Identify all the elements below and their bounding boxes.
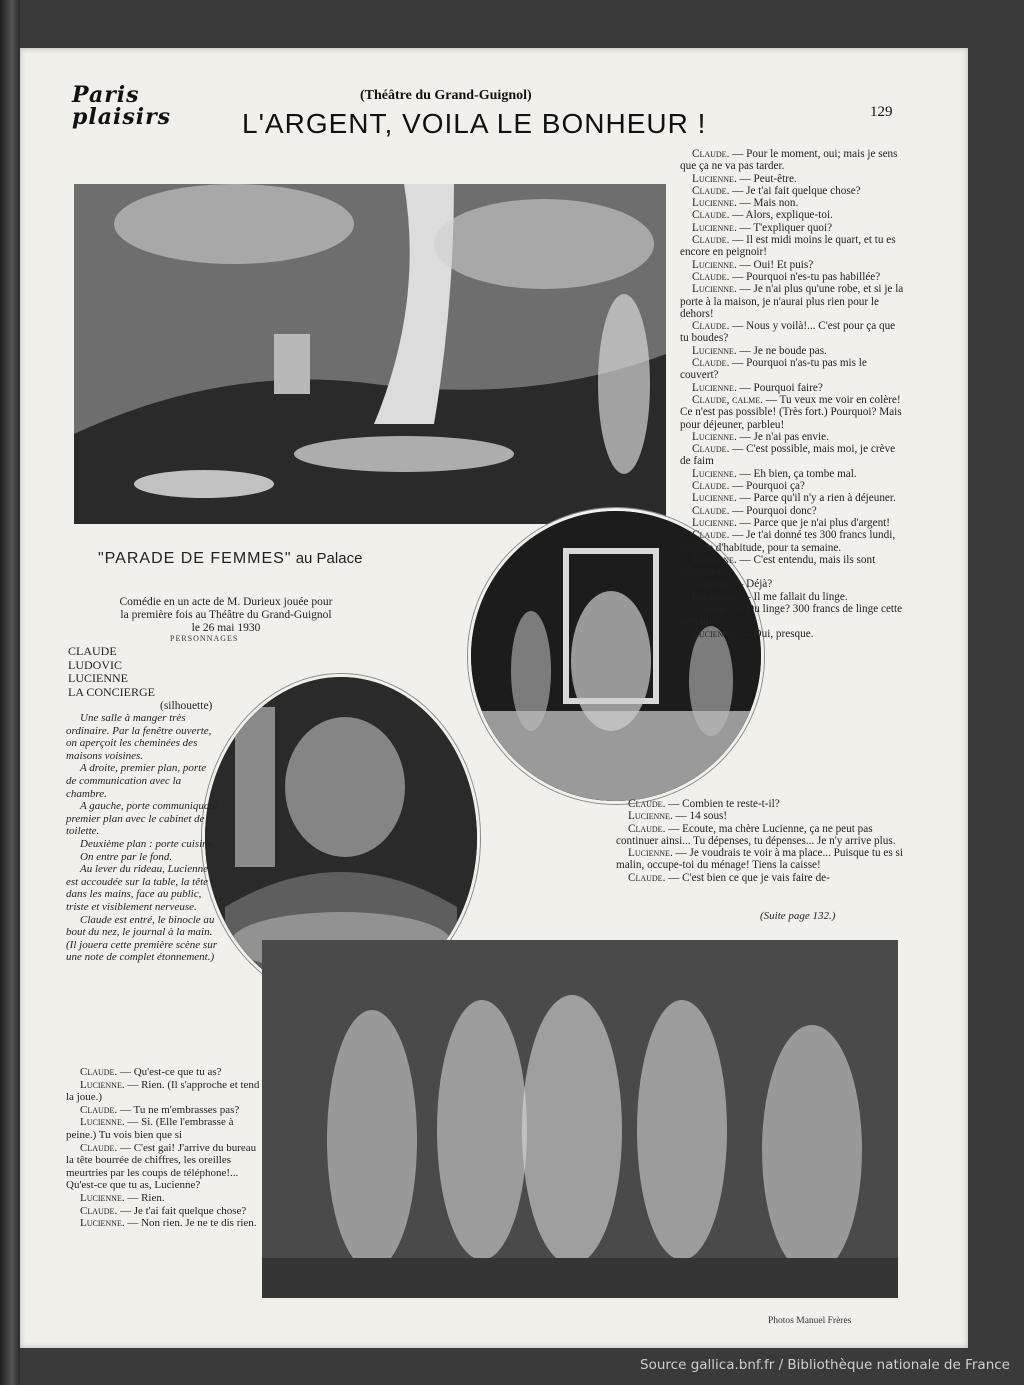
dialogue-line [616, 847, 906, 872]
speaker-name: Lucienne. [692, 430, 737, 443]
stage-direction: Claude est entré, le binocle au bout du nez, le journal à la main. (Il jouera cette première scène sur une note de complet étonnement.) [66, 913, 217, 964]
dialogue-line [66, 1066, 262, 1079]
speaker-name: Lucienne. [628, 847, 673, 860]
speaker-name: Lucienne. [692, 221, 737, 234]
dialogue-text: — Je n'ai plus qu'une robe, et si je la porte à la maison, je n'aurai plus rien pour le dehors! [680, 283, 904, 320]
dialogue-line [680, 529, 906, 554]
dialogue-text: — Parce que je n'ai plus d'argent! [739, 516, 891, 529]
photo-credit: Photos Manuel Frères [768, 1316, 852, 1326]
dialogue-line [66, 1104, 262, 1117]
stage-direction: Une salle à manger très ordinaire. Par la fenêtre ouverte, on aperçoit les cheminées des maisons voisines. [66, 712, 212, 762]
dialogue-text: — Je t'ai fait quelque chose? [119, 1204, 247, 1217]
speaker-name: Claude. [692, 234, 730, 247]
dialogue-text: — 14 sous! [675, 810, 728, 823]
dialogue-line [680, 357, 906, 382]
dialogue-line [680, 554, 906, 579]
speaker-name: Claude. [692, 209, 730, 222]
dialogue-text: — Il me fallait du linge. [739, 590, 848, 603]
speaker-name: Lucienne. [692, 516, 737, 529]
dialogue-line [680, 197, 906, 209]
dialogue-line [680, 271, 906, 283]
dialogue-line [680, 382, 906, 394]
speaker-name: Claude. [692, 443, 730, 456]
lower-dialogue-column [616, 798, 906, 884]
stage-photo-dancers [262, 940, 898, 1298]
dialogue-line [680, 443, 906, 468]
stage-direction: On entre par le fond. [80, 850, 173, 863]
stage-directions [66, 712, 218, 964]
dialogue-text: — Eh bien, ça tombe mal. [739, 467, 857, 480]
dialogue-line [680, 320, 906, 345]
dialogue-line [66, 1079, 262, 1104]
speaker-name: Lucienne. [80, 1078, 125, 1091]
dialogue-line [680, 185, 906, 197]
speaker-name: Claude. [628, 822, 666, 835]
dialogue-line [680, 505, 906, 517]
dialogue-text: — Ecoute, ma chère Lucienne, ça ne peut pas continuer ainsi... Tu dépenses, tu dépenses... Je n'y arrive plus. [616, 822, 896, 847]
dialogue-line [680, 492, 906, 504]
speaker-name: Claude. [692, 184, 730, 197]
left-dialogue-column [66, 1066, 262, 1230]
speaker-name: Claude. [692, 480, 730, 493]
right-dialogue-column [680, 148, 906, 640]
dialogue-text: — C'est bien ce que je vais faire de- [668, 871, 830, 884]
speaker-name: Claude. [692, 529, 730, 542]
personnages-label: PERSONNAGES [170, 634, 239, 643]
dialogue-line [680, 345, 906, 357]
speaker-name: Claude. [80, 1103, 118, 1116]
dialogue-line [680, 578, 906, 590]
speaker-name: Lucienne. [692, 344, 737, 357]
dialogue-text: — Je ne boude pas. [739, 344, 827, 357]
dialogue-line [616, 810, 906, 822]
cast-list [68, 645, 155, 699]
dialogue-line [680, 394, 906, 431]
dialogue-text: — Pourquoi n'es-tu pas habillée? [732, 270, 881, 283]
speaker-name: Claude. [692, 504, 730, 517]
speaker-name: Lucienne. [692, 467, 737, 480]
dialogue-text: — Je n'ai pas envie. [739, 430, 829, 443]
dialogue-line [66, 1192, 262, 1205]
speaker-name: Lucienne. [692, 258, 737, 271]
stage-photo-garden [74, 184, 666, 524]
dialogue-text: — Je t'ai donné tes 300 francs lundi, comme d'habitude, pour ta semaine. [680, 529, 896, 554]
dialogue-text: — Du linge? 300 francs de linge cette semaine? [680, 602, 903, 628]
cast-member: CLAUDE [68, 644, 117, 658]
speaker-name: Lucienne. [692, 553, 737, 566]
silhouette-note: (silhouette) [160, 700, 213, 712]
dialogue-line [66, 1205, 262, 1218]
dialogue-line [680, 603, 906, 628]
speaker-name: Claude. [628, 871, 666, 884]
stage-direction: A droite, premier plan, porte de communication avec la chambre. [66, 762, 207, 800]
speaker-name: Lucienne. [80, 1116, 125, 1129]
dialogue-text: — Pourquoi faire? [739, 381, 823, 394]
speaker-name: Claude. [692, 270, 730, 283]
dialogue-text: — Parce qu'il n'y a rien à déjeuner. [739, 492, 896, 505]
stage-direction: Deuxième plan : porte cuisine. [80, 837, 216, 850]
speaker-name: Claude. [692, 578, 730, 591]
dialogue-line [616, 823, 906, 848]
dialogue-text: — Il est midi moins le quart, et tu es encore en peignoir! [680, 234, 896, 259]
source-attribution: Source gallica.bnf.fr / Bibliothèque nationale de France [640, 1357, 1010, 1373]
dialogue-text: — C'est gai! J'arrive du bureau la tête bourrée de chiffres, les oreilles meurtries par les coups de téléphone!... Qu'est-ce que tu as, Lucienne? [66, 1141, 257, 1192]
dialogue-line [680, 148, 906, 173]
speaker-name: Claude. [692, 357, 730, 370]
continued-note: (Suite page 132.) [760, 910, 836, 922]
dialogue-line [680, 173, 906, 185]
dialogue-text: — T'expliquer quoi? [739, 221, 833, 234]
cast-member: LA CONCIERGE [68, 684, 155, 699]
dialogue-line [616, 798, 906, 810]
dialogue-line [680, 259, 906, 271]
dialogue-line [680, 222, 906, 234]
speaker-name: Lucienne. [692, 492, 737, 505]
dialogue-text: — Mais non. [739, 197, 799, 210]
dialogue-text: — Oui! Et puis? [739, 258, 814, 271]
speaker-name: Claude. [80, 1204, 118, 1217]
dialogue-text: — C'est possible, mais moi, je crève de faim [680, 443, 896, 468]
dialogue-text: — Combien te reste-t-il? [668, 798, 780, 810]
dialogue-line [680, 480, 906, 492]
dialogue-text: — C'est entendu, mais ils sont dépensés. [680, 553, 876, 579]
speaker-name: Claude. [692, 148, 730, 160]
speaker-name: Claude. [80, 1141, 118, 1154]
speaker-name: Lucienne. [692, 283, 737, 296]
dancers-scene-illustration [262, 940, 898, 1298]
dialogue-line [66, 1116, 262, 1141]
dialogue-text: — Peut-être. [739, 172, 797, 185]
dialogue-line [680, 234, 906, 259]
dialogue-text: — Rien. (Il s'approche et tend la joue.) [66, 1078, 260, 1104]
play-intro: Comédie en un acte de M. Durieux jouée pour la première fois au Théâtre du Grand-Guignol le 26 mai 1930 [119, 596, 333, 634]
dialogue-text: — Pourquoi n'as-tu pas mis le couvert? [680, 357, 867, 382]
dialogue-text: — Tu veux me voir en colère! Ce n'est pas possible! (Très fort.) Pourquoi? Mais pour déjeuner, parbleu! [680, 393, 902, 431]
stage-direction: A gauche, porte communiquant premier plan avec le cabinet de toilette. [66, 800, 218, 838]
cast-member: LUCIENNE [68, 671, 128, 685]
section-heading: (Théâtre du Grand-Guignol) [360, 88, 532, 103]
dialogue-text: — Pourquoi ça? [732, 480, 805, 493]
dialogue-line [680, 209, 906, 221]
article-title: L'ARGENT, VOILA LE BONHEUR ! [242, 108, 707, 139]
speaker-name: Lucienne. [692, 172, 737, 185]
dialogue-text: — Pourquoi donc? [732, 504, 817, 517]
dialogue-line [680, 431, 906, 443]
dialogue-text: — Oui, presque. [739, 627, 814, 640]
dialogue-text: — Alors, explique-toi. [732, 209, 833, 222]
photo-caption [98, 550, 362, 568]
masthead-logo: Paris plaisirs [72, 82, 172, 130]
caption-venue: au Palace [295, 550, 363, 567]
speaker-name: Claude. [628, 798, 666, 810]
speaker-name: Lucienne. [692, 381, 737, 394]
dialogue-text: — Qu'est-ce que tu as? [119, 1066, 222, 1078]
stage-direction: Au lever du rideau, Lucienne est accoudée sur la table, la tête dans les mains, face au public, triste et visiblement nerveuse. [66, 863, 209, 913]
page-number: 129 [870, 104, 893, 120]
speaker-name: Lucienne. [80, 1217, 125, 1230]
garden-scene-illustration [74, 184, 666, 524]
dialogue-line [66, 1217, 262, 1230]
cast-member: LUDOVIC [68, 657, 122, 672]
dialogue-line [680, 628, 906, 640]
speaker-name: Claude. [692, 320, 730, 333]
speaker-name: Claude. [80, 1066, 118, 1078]
dialogue-text: — Non rien. Je ne te dis rien. [127, 1217, 257, 1230]
dialogue-line [680, 468, 906, 480]
dialogue-text: — Tu ne m'embrasses pas? [119, 1103, 240, 1116]
binding-edge [0, 0, 20, 1385]
speaker-name: Lucienne. [80, 1191, 125, 1204]
dialogue-text: — Nous y voilà!... C'est pour ça que tu boudes? [680, 320, 896, 345]
dialogue-text: — Je t'ai fait quelque chose? [732, 184, 861, 197]
dialogue-text: — Je voudrais te voir à ma place... Puisque tu es si malin, occupe-toi du ménage! Tiens la caisse! [616, 847, 903, 872]
speaker-name: Claude. [692, 602, 730, 615]
magazine-page [20, 48, 968, 1348]
speaker-name: Lucienne. [692, 197, 737, 210]
speaker-name: Lucienne. [692, 590, 737, 603]
dialogue-line [616, 872, 906, 884]
dialogue-text: — Pour le moment, oui; mais je sens que ça ne va pas tarder. [680, 148, 898, 173]
dialogue-line [680, 283, 906, 320]
dialogue-text: — Rien. [127, 1191, 165, 1204]
dialogue-text: — Si. (Elle l'embrasse à peine.) Tu vois bien que si [66, 1116, 234, 1141]
dialogue-line [66, 1142, 262, 1192]
caption-show-title: "PARADE DE FEMMES" [98, 550, 292, 567]
speaker-name: Lucienne. [628, 810, 673, 823]
dialogue-line [680, 591, 906, 603]
speaker-name: Claude, calme. [692, 393, 763, 406]
dialogue-line [680, 517, 906, 529]
speaker-name: Lucienne. [692, 627, 737, 640]
dialogue-text: — Déjà? [732, 578, 773, 591]
